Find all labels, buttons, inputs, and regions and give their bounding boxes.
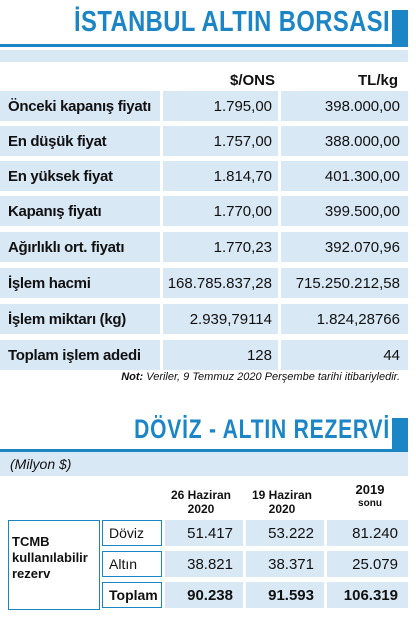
unit-label: (Milyon $) <box>0 452 408 476</box>
row-value: 38.821 <box>165 551 243 577</box>
row-label: Altın <box>102 551 162 577</box>
table-row <box>0 582 408 608</box>
row-value-tl: 388.000,00 <box>281 126 408 156</box>
row-value-tl: 715.250.212,58 <box>281 268 408 298</box>
row-value-ons: 1.757,00 <box>163 126 278 156</box>
table-row <box>0 340 408 370</box>
table-row <box>0 161 408 191</box>
col-header-line2: 2020 <box>268 502 296 516</box>
col-header-line1: 2019 <box>355 482 385 497</box>
col-header-line1: 19 Haziran <box>251 488 313 502</box>
row-value-ons: 2.939,79114 <box>163 304 278 334</box>
row-value-tl: 44 <box>281 340 408 370</box>
row-label: En yüksek fiyat <box>0 161 160 191</box>
header-band <box>0 50 408 62</box>
title-accent-block <box>392 418 408 452</box>
row-value-ons: 1.814,70 <box>163 161 278 191</box>
col-header-date <box>330 483 410 511</box>
table-row <box>0 304 408 334</box>
row-value-tl: 398.000,00 <box>281 91 408 121</box>
row-value-ons: 1.770,23 <box>163 232 278 262</box>
row-value-tl: 401.300,00 <box>281 161 408 191</box>
table-row <box>0 196 408 226</box>
row-value: 38.371 <box>246 551 324 577</box>
row-value: 91.593 <box>246 582 324 608</box>
col-header-date <box>242 488 322 516</box>
row-value: 25.079 <box>327 551 408 577</box>
row-label: Kapanış fiyatı <box>0 196 160 226</box>
col-header-date <box>160 488 242 516</box>
row-label: Toplam işlem adedi <box>0 340 160 370</box>
reserve-title: DÖVİZ - ALTIN REZERVİ <box>134 414 390 444</box>
note-prefix: Not: <box>121 371 144 383</box>
borsa-title: İSTANBUL ALTIN BORSASI <box>74 6 390 38</box>
table-note <box>0 371 400 383</box>
table-row <box>0 268 408 298</box>
col-header-line2: sonu <box>358 498 382 509</box>
row-label: Ağırlıklı ort. fiyatı <box>0 232 160 262</box>
table-row <box>0 520 408 546</box>
row-value-ons: 1.795,00 <box>163 91 278 121</box>
row-value: 81.240 <box>327 520 408 546</box>
row-value-ons: 128 <box>163 340 278 370</box>
row-label: En düşük fiyat <box>0 126 160 156</box>
title-accent-block <box>392 10 408 46</box>
col-header-line1: 26 Haziran <box>170 488 232 502</box>
row-label: Toplam <box>102 582 162 608</box>
note-text: Veriler, 9 Temmuz 2020 Perşembe tarihi itibariyledir. <box>143 371 400 383</box>
table-row <box>0 91 408 121</box>
col-header-ons: $/ONS <box>229 72 275 89</box>
row-value: 90.238 <box>165 582 243 608</box>
col-header-tl: TL/kg <box>358 72 398 89</box>
row-value: 53.222 <box>246 520 324 546</box>
row-value-tl: 392.070,96 <box>281 232 408 262</box>
row-label: Döviz <box>102 520 162 546</box>
row-value-ons: 168.785.837,28 <box>163 268 278 298</box>
row-value-ons: 1.770,00 <box>163 196 278 226</box>
row-label: Önceki kapanış fiyatı <box>0 91 160 121</box>
row-label: İşlem miktarı (kg) <box>0 304 160 334</box>
row-value-tl: 1.824,28766 <box>281 304 408 334</box>
table-row <box>0 551 408 577</box>
group-label: TCMB kullanılabilir rezerv <box>8 520 100 610</box>
title-underline <box>0 44 408 47</box>
col-header-line2: 2020 <box>187 502 215 516</box>
table-row <box>0 126 408 156</box>
row-value: 51.417 <box>165 520 243 546</box>
row-value-tl: 399.500,00 <box>281 196 408 226</box>
row-value: 106.319 <box>327 582 408 608</box>
row-label: İşlem hacmi <box>0 268 160 298</box>
table-row <box>0 232 408 262</box>
